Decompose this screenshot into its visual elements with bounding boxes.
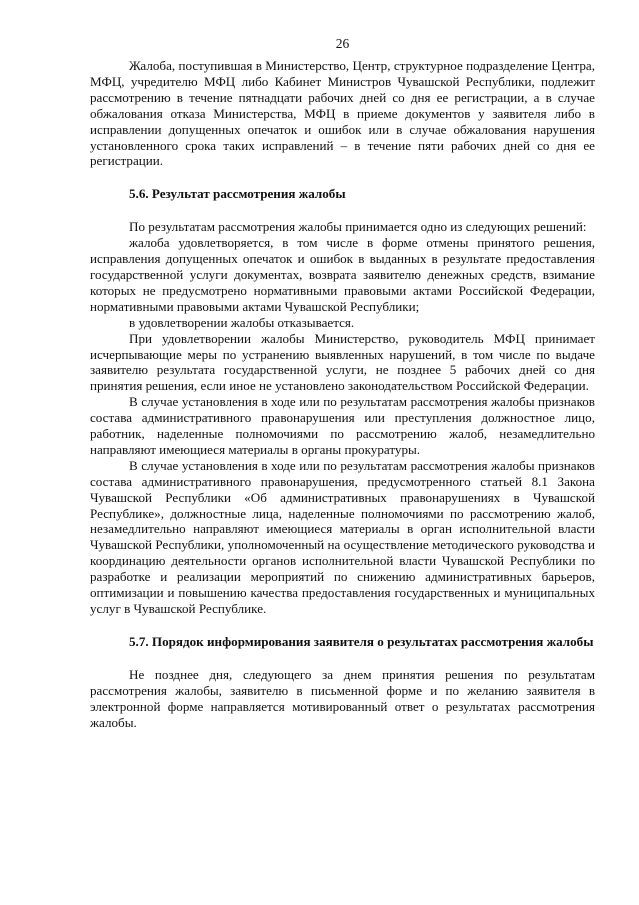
section-5-7-body [90, 667, 595, 731]
paragraph-prosecutor-referral: В случае установления в ходе или по результатам рассмотрения жалобы признаков состава административного правонарушения или преступления должностное лицо, работник, наделенные полномочиями по рассмотрению жалоб, незамедлительно направляют имеющиеся материалы в органы прокуратуры. [90, 394, 595, 457]
paragraph-remedy-measures: При удовлетворении жалобы Министерство, руководитель МФЦ принимает исчерпывающие меры по устранению выявленных нарушений, в том числе по выдаче заявителю результата государственной услуги, не позднее 5 рабочих дней со дня принятия решения, если иное не установлено законодательством Российской Федерации. [90, 330, 595, 394]
paragraph-decision-intro: По результатам рассмотрения жалобы принимается одно из следующих решений: [129, 219, 587, 235]
paragraph-complaint-satisfied: жалоба удовлетворяется, в том числе в форме отмены принятого решения, исправления допущенных опечаток и ошибок в выданных в результате предоставления государственной услуги документах, возврата заявителю денежных средств, взимание которых не предусмотрено нормативными правовыми актами Российской Федерации, нормативными правовыми актами Чувашской Республики; [90, 235, 595, 314]
section-5-6-body [90, 219, 595, 617]
section-heading-5-6: 5.6. Результат рассмотрения жалобы [129, 186, 346, 202]
document-page [90, 36, 595, 730]
paragraph-reasoned-answer: Не позднее дня, следующего за днем принятия решения по результатам рассмотрения жалобы, заявителю в письменной форме и по желанию заявителя в электронной форме направляется мотивированный ответ о результатах рассмотрения жалобы. [90, 666, 595, 730]
page-number: 26 [335, 36, 350, 51]
paragraph-complaint-deadline: Жалоба, поступившая в Министерство, Центр, структурное подразделение Центра, МФЦ, учредителю МФЦ либо Кабинет Министров Чувашской Республики, подлежит рассмотрению в течение пятнадцати рабочих дней со дня ее регистрации, а в случае обжалования отказа Министерства, МФЦ в приеме документов у заявителя либо в исправлении допущенных опечаток и ошибок или в случае обжалования нарушения установленного срока таких исправлений – в течение пяти рабочих дней со дня ее регистрации. [90, 58, 595, 169]
paragraph-complaint-rejected: в удовлетворении жалобы отказывается. [129, 314, 355, 330]
section-heading-5-7: 5.7. Порядок информирования заявителя о результатах рассмотрения жалобы [129, 633, 594, 649]
paragraph-administrative-violation: В случае установления в ходе или по результатам рассмотрения жалобы признаков состава административного правонарушения, предусмотренного статьей 8.1 Закона Чувашской Республики «Об административных правонарушениях в Чувашской Республике», должностные лица, наделенные полномочиями по рассмотрению жалоб, незамедлительно направляют имеющиеся материалы в орган исполнительной власти Чувашской Республики, уполномоченный на осуществление методического руководства и координацию деятельности органов исполнительной власти Чувашской Республики по разработке и реализации мероприятий по снижению административных барьеров, оптимизации и повышению качества предоставления государственных и муниципальных услуг в Чувашской Республике. [90, 457, 595, 616]
